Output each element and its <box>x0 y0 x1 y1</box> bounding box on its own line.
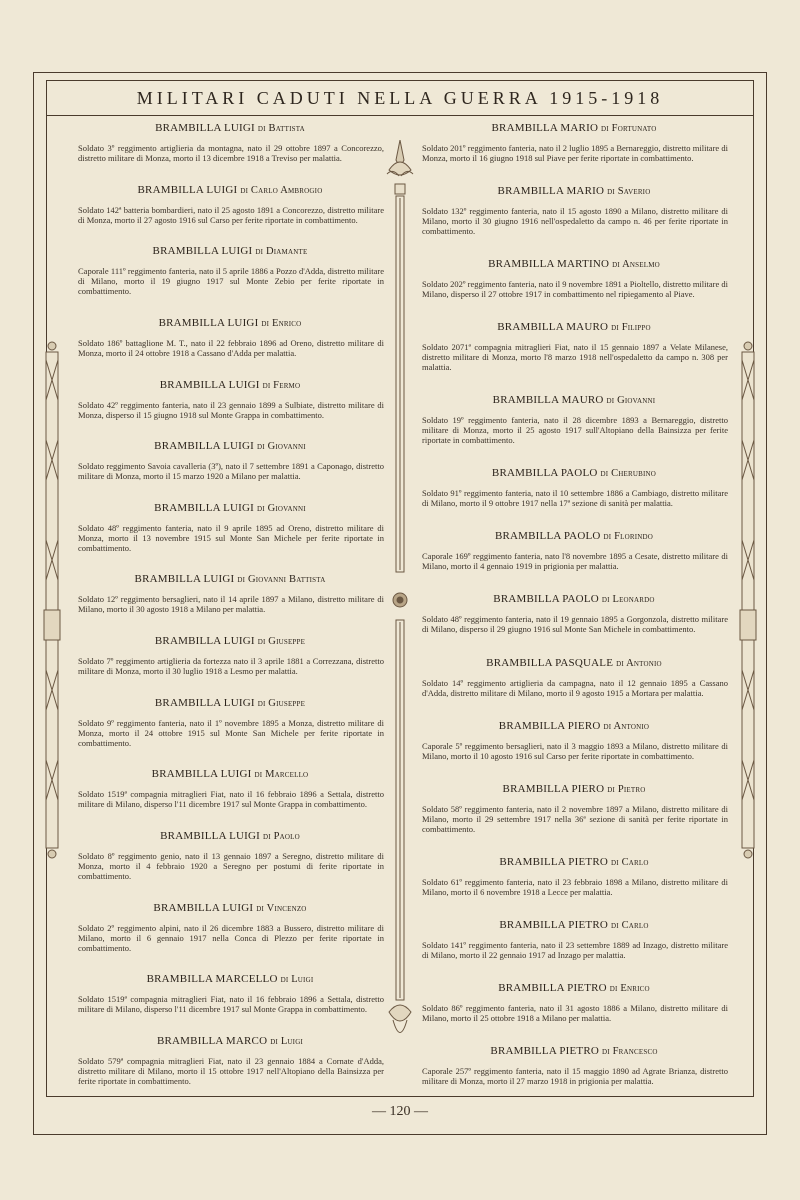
spear-ornament-icon <box>385 140 415 1050</box>
entry-text: Soldato 48º reggimento fanteria, nato il 9 aprile 1895 ad Oreno, distretto militare di Monza, morto il 13 novembre 1915 sul Monte San Michele per ferite riportate in combattimento. <box>78 522 384 553</box>
entry-text: Soldato 91º reggimento fanteria, nato il 10 settembre 1886 a Cambiago, distretto militare di Milano, morto il 9 ottobre 1917 nella 17ª sezione di sanità per malattia. <box>422 488 728 509</box>
entry <box>418 856 730 897</box>
entry-text: Soldato 579ª compagnia mitraglieri Fiat, nato il 23 gennaio 1884 a Cornate d'Adda, distretto militare di Milano, morto il 15 ottobre 1917 nell'Altopiano della Bainsizza per ferite riportate in combattimento. <box>78 1055 384 1086</box>
entry-name: BRAMBILLA LUIGI di Giovanni <box>154 440 306 453</box>
entry-name: BRAMBILLA LUIGI di Enrico <box>158 316 302 329</box>
entry <box>418 919 730 960</box>
entry-name: BRAMBILLA PIETRO di Francesco <box>490 1044 658 1057</box>
entry <box>74 122 386 163</box>
entry-text: Soldato 12º reggimento bersaglieri, nato il 14 aprile 1897 a Milano, distretto militare di Milano, morto il 30 agosto 1918 a Milano per malattia. <box>78 594 384 615</box>
entry-name: BRAMBILLA PIETRO di Enrico <box>498 981 650 994</box>
entry-text: Soldato 3º reggimento artiglieria da montagna, nato il 29 ottobre 1897 a Concorezzo, distretto militare di Monza, morto il 13 dicembre 1918 a Treviso per malattia. <box>78 143 384 163</box>
entry <box>418 530 730 571</box>
entry-name: BRAMBILLA LUIGI di Diamante <box>152 245 308 258</box>
entry <box>418 258 730 299</box>
entry-text: Soldato 19º reggimento fanteria, nato il 28 dicembre 1893 a Bernareggio, distretto militare di Monza, morto il 25 agosto 1917 sull'Altopiano della Bainsizza per ferite riportate in combattimento. <box>422 415 728 446</box>
entry <box>74 184 386 225</box>
entry-text: Soldato 42º reggimento fanteria, nato il 23 gennaio 1899 a Sulbiate, distretto militare di Monza, disperso il 15 giugno 1918 sul Monte Grappa in combattimento. <box>78 399 384 420</box>
entry-text: Soldato 7º reggimento artiglieria da fortezza nato il 3 aprile 1881 a Correzzana, distretto militare di Monza, morto il 30 luglio 1918 a Lesmo per malattia. <box>78 656 384 677</box>
entry-name: BRAMBILLA MARIO di Fortunato <box>491 122 657 134</box>
entry-text: Soldato 58º reggimento fanteria, nato il 2 novembre 1897 a Milano, distretto militare di Milano, morto il 29 settembre 1917 nella 36ª sezione di sanità per ferite riportate in combattimento. <box>422 803 728 834</box>
entry-name: BRAMBILLA LUIGI di Giuseppe <box>154 635 306 648</box>
entry-text: Soldato reggimento Savoia cavalleria (3º), nato il 7 settembre 1891 a Caponago, distretto militare di Monza, morto il 15 marzo 1920 a Milano per malattia. <box>78 461 384 482</box>
right-column <box>418 122 730 1086</box>
entry <box>418 783 730 834</box>
entry-text: Soldato 132º reggimento fanteria, nato il 15 agosto 1890 a Milano, distretto militare di Milano, morto il 30 giugno 1916 nell'ospedaletto da campo n. 46 per ferite riportate in combattimento. <box>422 206 728 237</box>
entry-text: Soldato 48º reggimento fanteria, nato il 19 gennaio 1895 a Gorgonzola, distretto militare di Milano, disperso il 29 giugno 1916 sul Monte San Michele in combattimento. <box>422 614 728 635</box>
entry <box>74 379 386 420</box>
entry-name: BRAMBILLA MARCELLO di Luigi <box>146 973 314 986</box>
entry <box>418 982 730 1023</box>
page-title: MILITARI CADUTI NELLA GUERRA 1915-1918 <box>136 87 664 108</box>
left-column <box>74 122 386 1086</box>
entry-name: BRAMBILLA MARCO di Luigi <box>156 1034 304 1047</box>
entry <box>418 593 730 634</box>
entry <box>418 720 730 761</box>
entry-name: BRAMBILLA PIETRO di Carlo <box>499 918 649 931</box>
entry-text: Soldato 9º reggimento fanteria, nato il 1º novembre 1895 a Monza, distretto militare di Monza, morto il 24 ottobre 1915 sul Monte San Michele per ferite riportate in combattimento. <box>78 717 384 748</box>
entry <box>74 573 386 614</box>
entry-text: Caporale 169º reggimento fanteria, nato l'8 novembre 1895 a Cesate, distretto militare di Milano, morto il 4 gennaio 1919 in prigionia per malattia. <box>422 551 728 572</box>
entry <box>74 973 386 1014</box>
right-fasces-ornament-icon <box>736 340 760 860</box>
entry-text: Soldato 202º reggimento fanteria, nato il 9 novembre 1891 a Pioltello, distretto militare di Milano, disperso il 27 ottobre 1917 in combattimento nel ripiegamento al Piave. <box>422 279 728 300</box>
entry-name: BRAMBILLA PIERO di Antonio <box>498 719 650 732</box>
entry <box>418 467 730 508</box>
entry-text: Soldato 1519ª compagnia mitraglieri Fiat, nato il 16 febbraio 1896 a Settala, distretto militare di Milano, disperso l'11 dicembre 1917 sul Monte Grappa in combattimento. <box>78 994 384 1015</box>
entry-text: Soldato 201º reggimento fanteria, nato il 2 luglio 1895 a Bernareggio, distretto militare di Monza, morto il 16 giugno 1918 sul Piave per ferite riportate in combattimento. <box>422 143 728 163</box>
entry-text: Soldato 61º reggimento fanteria, nato il 23 febbraio 1898 a Milano, distretto militare di Milano, morto il 6 novembre 1918 a Lecce per malattia. <box>422 876 728 897</box>
entry-name: BRAMBILLA LUIGI di Giuseppe <box>154 696 306 709</box>
entry <box>74 635 386 676</box>
entry <box>74 440 386 481</box>
entry-name: BRAMBILLA LUIGI di Giovanni <box>154 501 306 514</box>
entry <box>418 394 730 445</box>
entry-name: BRAMBILLA PAOLO di Cherubino <box>491 467 657 480</box>
entry <box>74 697 386 748</box>
footer-rule <box>46 1096 754 1097</box>
entry <box>418 185 730 236</box>
entry-name: BRAMBILLA LUIGI di Carlo Ambrogio <box>137 183 323 196</box>
entry <box>74 830 386 881</box>
entry-name: BRAMBILLA LUIGI di Battista <box>155 122 305 134</box>
header-band <box>46 80 754 116</box>
entry <box>74 902 386 953</box>
entry-text: Caporale 111º reggimento fanteria, nato il 5 aprile 1886 a Pozzo d'Adda, distretto militare di Milano, morto il 19 giugno 1917 sul Monte Zebio per ferite riportate in combattimento. <box>78 266 384 297</box>
entry <box>418 321 730 372</box>
entry-name: BRAMBILLA PAOLO di Florindo <box>494 530 654 543</box>
entry-name: BRAMBILLA MARTINO di Anselmo <box>488 258 660 271</box>
entry-name: BRAMBILLA LUIGI di Marcello <box>151 768 309 781</box>
entry <box>418 657 730 698</box>
entry <box>74 768 386 809</box>
entry-name: BRAMBILLA PIERO di Pietro <box>502 782 646 795</box>
entry-name: BRAMBILLA LUIGI di Giovanni Battista <box>134 573 326 586</box>
entry-text: Soldato 2071ª compagnia mitraglieri Fiat, nato il 15 gennaio 1897 a Velate Milanese, distretto militare di Monza, morto l'8 marzo 1918 nell'ospedaletto da campo n. 308 per malattia. <box>422 342 728 373</box>
entry-text: Soldato 2º reggimento alpini, nato il 26 dicembre 1883 a Bussero, distretto militare di Milano, morto il 6 gennaio 1917 nella Conca di Plezzo per ferite riportate in combattimento. <box>78 922 384 953</box>
entry-name: BRAMBILLA LUIGI di Vincenzo <box>153 901 307 914</box>
entry-text: Soldato 142ª batteria bombardieri, nato il 25 agosto 1891 a Concorezzo, distretto militare di Monza, morto il 27 agosto 1916 sul Carso per ferite riportate in combattimento. <box>78 204 384 225</box>
entry <box>418 122 730 163</box>
entry-text: Soldato 141º reggimento fanteria, nato il 23 settembre 1889 ad Inzago, distretto militare di Milano, morto il 22 gennaio 1917 ad Inzago per malattia. <box>422 939 728 960</box>
entry-name: BRAMBILLA PASQUALE di Antonio <box>486 656 662 669</box>
entry-text: Soldato 86º reggimento fanteria, nato il 31 agosto 1886 a Milano, distretto militare di Milano, morto il 25 ottobre 1918 a Milano per malattia. <box>422 1002 728 1023</box>
entry-name: BRAMBILLA PAOLO di Leonardo <box>493 593 655 606</box>
entry-name: BRAMBILLA MARIO di Saverio <box>497 185 651 198</box>
entry <box>74 317 386 358</box>
left-fasces-ornament-icon <box>40 340 64 860</box>
entry-text: Caporale 257º reggimento fanteria, nato il 15 maggio 1890 ad Agrate Brianza, distretto militare di Monza, morto il 27 marzo 1918 in prigionia per malattia. <box>422 1065 728 1086</box>
entry <box>418 1045 730 1086</box>
entry-name: BRAMBILLA LUIGI di Fermo <box>159 378 301 391</box>
entry-text: Caporale 5º reggimento bersaglieri, nato il 3 maggio 1893 a Milano, distretto militare di Milano, morto il 10 agosto 1916 sul Carso per ferite riportate in combattimento. <box>422 740 728 761</box>
entry <box>74 1035 386 1086</box>
entry-text: Soldato 14º reggimento artiglieria da campagna, nato il 12 gennaio 1895 a Cassano d'Adda, distretto militare di Milano, morto il 9 agosto 1915 a Mortara per malattia. <box>422 677 728 698</box>
entry-name: BRAMBILLA LUIGI di Paolo <box>160 830 300 843</box>
entry-text: Soldato 186º battaglione M. T., nato il 22 febbraio 1896 ad Oreno, distretto militare di Monza, morto il 24 ottobre 1918 a Cassano d'Adda per malattia. <box>78 337 384 358</box>
entry <box>74 245 386 296</box>
entry-text: Soldato 8º reggimento genio, nato il 13 gennaio 1897 a Seregno, distretto militare di Monza, morto il 4 febbraio 1920 a Seregno per postumi di ferite riportate in combattimento. <box>78 851 384 882</box>
entry-name: BRAMBILLA MAURO di Giovanni <box>492 394 656 407</box>
entry-name: BRAMBILLA PIETRO di Carlo <box>499 855 649 868</box>
entry-text: Soldato 1519ª compagnia mitraglieri Fiat, nato il 16 febbraio 1896 a Settala, distretto militare di Milano, disperso l'11 dicembre 1917 sul Monte Grappa in combattimento. <box>78 789 384 810</box>
entry <box>74 502 386 553</box>
entry-name: BRAMBILLA MAURO di Filippo <box>497 321 651 334</box>
page-number: — 120 — <box>372 1104 428 1119</box>
